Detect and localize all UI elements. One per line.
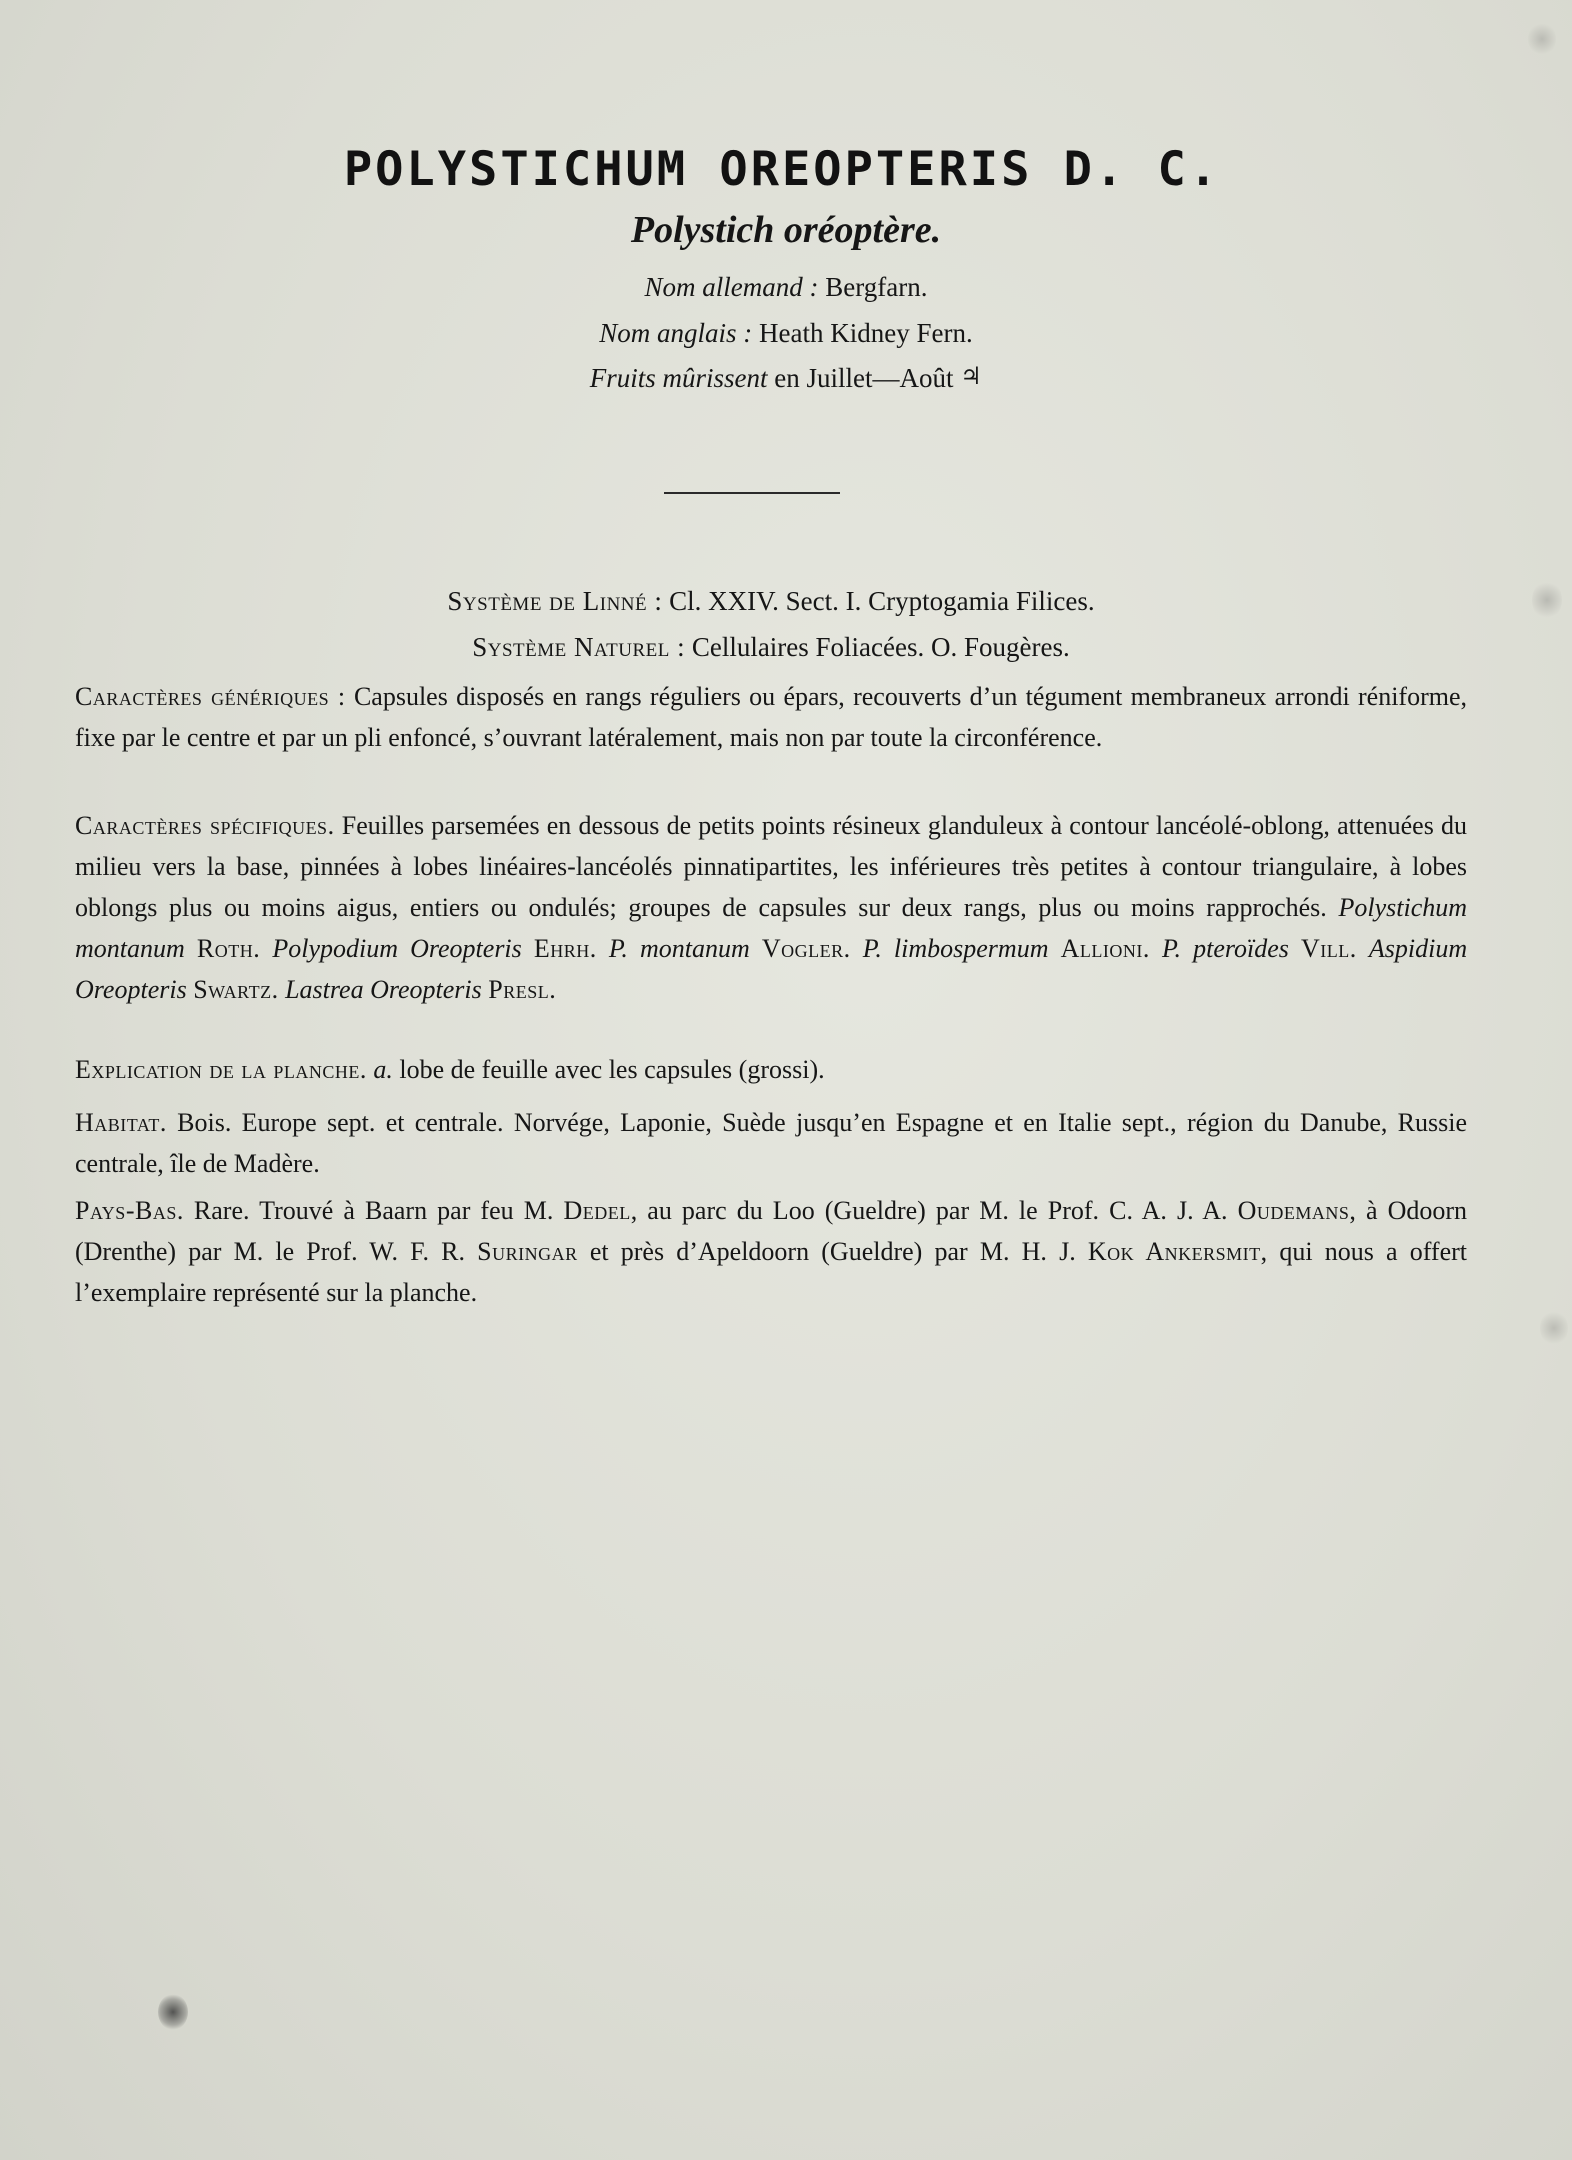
synonym-name: P. limbospermum [862, 934, 1049, 963]
synonym-author: Roth. [196, 934, 261, 963]
synonym-author: Ehrh. [533, 934, 597, 963]
english-name-value: Heath Kidney Fern. [759, 318, 973, 348]
specific-characters-paragraph [75, 805, 1467, 1010]
habitat-label: Habitat. [75, 1108, 167, 1137]
plate-explanation-paragraph [75, 1049, 1467, 1090]
explication-letter: a. [373, 1055, 393, 1084]
german-name-line [0, 272, 1572, 303]
english-name-label: Nom anglais : [599, 318, 753, 348]
person-name: Dedel [563, 1196, 631, 1225]
person-name: Kok Ankersmit [1087, 1237, 1261, 1266]
synonym-name: P. pteroïdes [1161, 934, 1289, 963]
explication-label: Explication de la planche. [75, 1055, 367, 1084]
paper-blemish [1528, 22, 1556, 56]
netherlands-paragraph [75, 1190, 1467, 1313]
ink-spot [158, 1994, 188, 2030]
specific-text: Feuilles parsemées en dessous de petits points résineux glanduleux à contour lancéolé-oblong, attenuées du milieu vers la base, pinnées à lobes linéaires-lancéolés pinnatipartites, les inférieures très petites à contour triangulaire, à lobes oblongs plus ou moins aigus, entiers ou ondulés; groupes de capsules sur deux rangs, plus ou moins rapprochés. [75, 811, 1468, 922]
section-divider [664, 492, 840, 494]
synonym-name: Polypodium Oreopteris [272, 934, 522, 963]
generic-label: Caractères génériques : [75, 682, 346, 711]
pays-bas-text: et près d’Apeldoorn (Gueldre) par M. H. J. [589, 1237, 1076, 1266]
synonym-name: Polystichum montanum [75, 893, 1468, 963]
linne-system-line [75, 581, 1467, 622]
linne-label: Système de Linné : [447, 586, 663, 616]
pays-bas-text: , à Odoorn (Drenthe) par M. le Prof. W. F. R. [75, 1196, 1468, 1266]
habitat-paragraph [75, 1102, 1467, 1184]
fruiting-label: Fruits mûrissent [589, 363, 768, 393]
german-name-label: Nom allemand : [644, 272, 819, 302]
explication-text: lobe de feuille avec les capsules (grossi). [399, 1055, 825, 1084]
natural-system-line [75, 627, 1467, 668]
synonym-author: Presl. [488, 975, 557, 1004]
synonym-author: Swartz. [193, 975, 279, 1004]
synonym-name: Lastrea Oreopteris [285, 975, 482, 1004]
synonym-author: Vill. [1301, 934, 1357, 963]
paper-blemish [1540, 1310, 1568, 1346]
specific-label: Caractères spécifiques. [75, 811, 335, 840]
synonym-name: Aspidium Oreopteris [75, 934, 1468, 1004]
person-name: Suringar [477, 1237, 578, 1266]
habitat-text: Bois. Europe sept. et centrale. Norvége, Laponie, Suède jusqu’en Espagne et en Italie sept., région du Danube, Russie centrale, île de Madère. [75, 1108, 1468, 1178]
german-name-value: Bergfarn. [825, 272, 928, 302]
naturel-label: Système Naturel : [472, 632, 686, 662]
pays-bas-text: , qui nous a offert l’exemplaire représenté sur la planche. [75, 1237, 1467, 1307]
english-name-line [0, 318, 1572, 349]
page-subtitle: Polystich oréoptère. [630, 209, 942, 251]
synonym-author: Vogler. [761, 934, 851, 963]
pays-bas-label: Pays-Bas. [75, 1196, 184, 1225]
generic-characters-paragraph [75, 676, 1467, 758]
generic-text: Capsules disposés en rangs réguliers ou épars, recouverts d’un tégument membraneux arrondi réniforme, fixe par le centre et par un pli enfoncé, s’ouvrant latéralement, mais non par toute la circonférence. [75, 682, 1468, 752]
synonym-author: Allioni. [1060, 934, 1150, 963]
pays-bas-text: , au parc du Loo (Gueldre) par M. le Prof. C. A. J. A. [630, 1196, 1228, 1225]
linne-value: Cl. XXIV. Sect. I. Cryptogamia Filices. [669, 586, 1095, 616]
naturel-value: Cellulaires Foliacées. O. Fougères. [691, 632, 1070, 662]
fruiting-value: en Juillet—Août [774, 363, 954, 393]
synonym-name: P. montanum [608, 934, 750, 963]
pays-bas-text: Rare. Trouvé à Baarn par feu M. [193, 1196, 554, 1225]
person-name: Oudemans [1237, 1196, 1350, 1225]
page-title: POLYSTICHUM OREOPTERIS D. C. [343, 142, 1221, 197]
fruiting-line [0, 363, 1572, 394]
perennial-symbol-icon: ♃ [960, 362, 983, 390]
paper-blemish [1532, 580, 1562, 620]
